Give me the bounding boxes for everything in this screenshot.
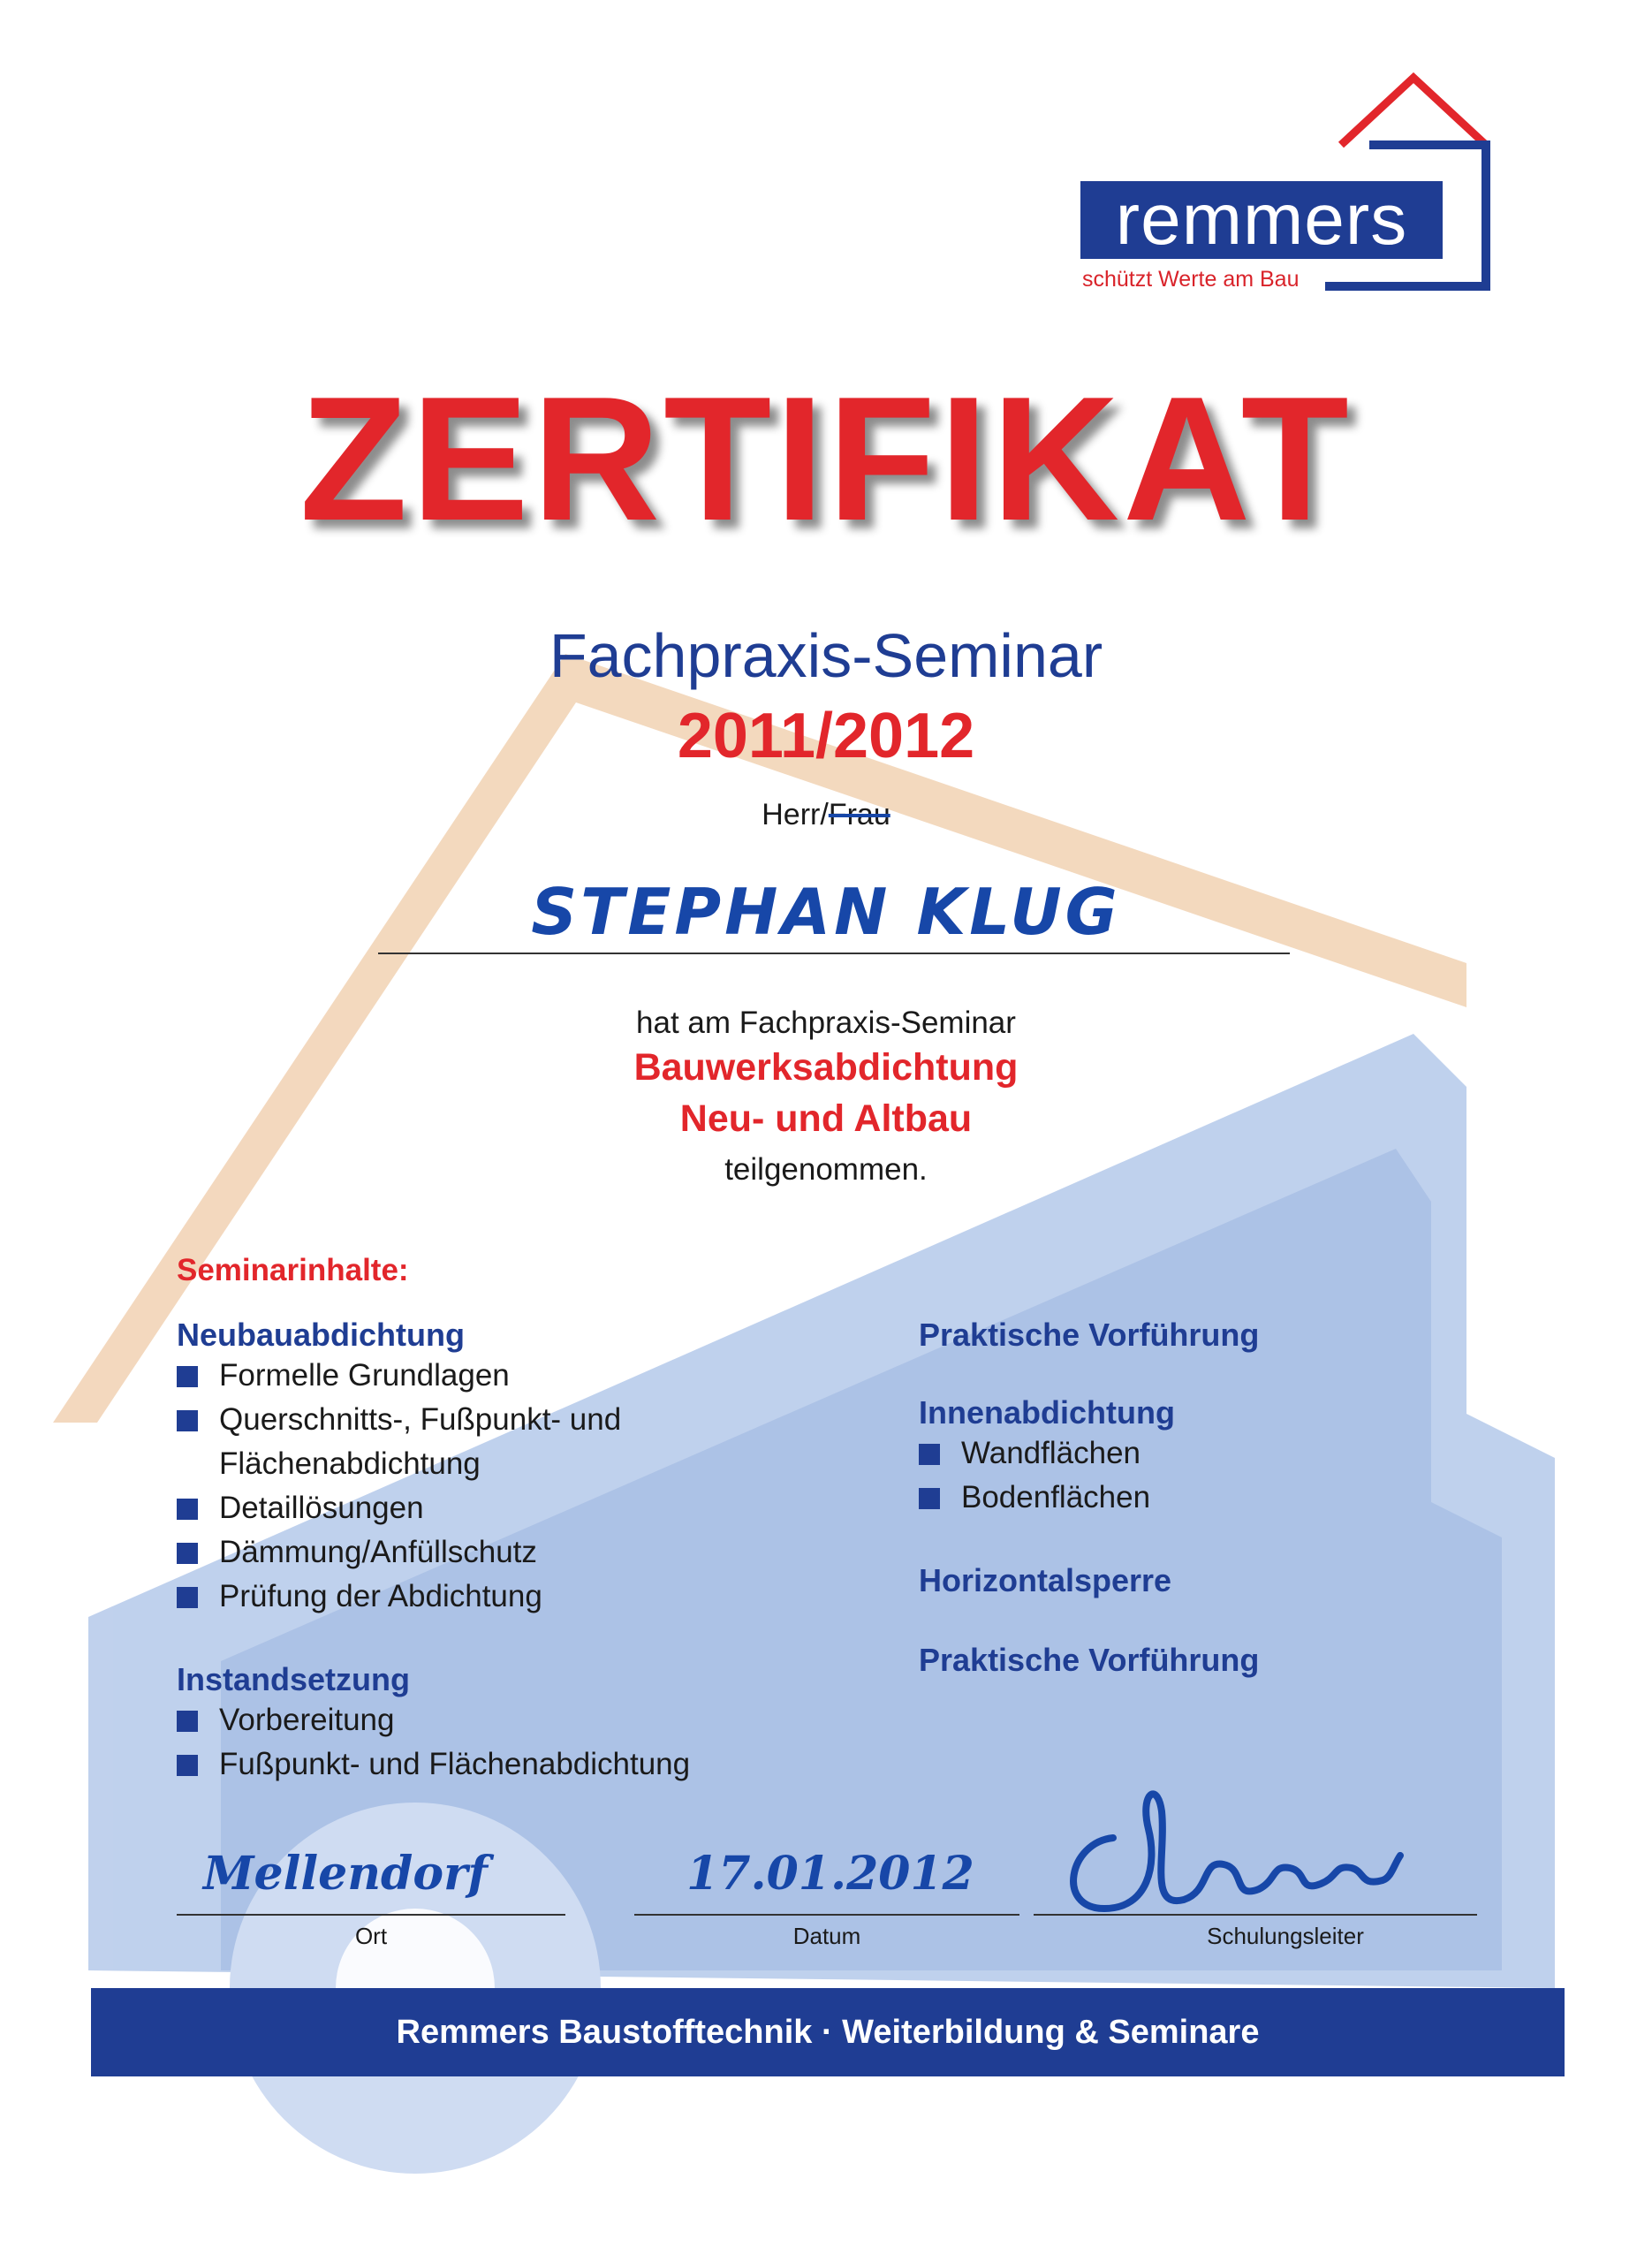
section-title: Instandsetzung xyxy=(177,1661,411,1697)
section-title: Neubauabdichtung xyxy=(177,1317,465,1353)
salutation xyxy=(0,798,1652,832)
bullet-square-icon xyxy=(177,1711,198,1732)
leader-label: Schulungsleiter xyxy=(1207,1923,1364,1949)
participant-name: STEPHAN KLUG xyxy=(531,875,1121,949)
logo-tagline: schützt Werte am Bau xyxy=(1082,267,1300,292)
list-item: Dämmung/Anfüllschutz xyxy=(177,1530,883,1575)
bullet-square-icon xyxy=(177,1587,198,1608)
date-label: Datum xyxy=(792,1923,861,1949)
section-title: Innenabdichtung xyxy=(919,1394,1175,1431)
bullet-square-icon xyxy=(919,1488,940,1509)
body-outro: teilgenommen. xyxy=(724,1152,928,1187)
contents-left-column xyxy=(177,1317,883,1787)
certificate-title: ZERTIFIKAT xyxy=(299,361,1353,558)
place-signature: Mellendorf xyxy=(203,1847,488,1901)
logo-brand: remmers xyxy=(1080,181,1443,259)
list-item: Detaillösungen xyxy=(177,1486,883,1530)
list-item: Prüfung der Abdichtung xyxy=(177,1575,883,1619)
place-rule xyxy=(177,1914,565,1916)
bullet-square-icon xyxy=(177,1499,198,1520)
list-item: Fußpunkt- und Flächenabdichtung xyxy=(177,1742,883,1787)
section-list xyxy=(177,1354,883,1619)
bullet-square-icon xyxy=(177,1755,198,1776)
footer-bar: Remmers Baustofftechnik · Weiterbildung & Seminare xyxy=(91,1988,1565,2076)
leader-signature-icon xyxy=(1051,1776,1405,1926)
bullet-square-icon xyxy=(177,1543,198,1564)
list-item: Bodenflächen xyxy=(919,1476,1537,1520)
seminar-year: 2011/2012 xyxy=(677,701,975,771)
section-title: Praktische Vorführung xyxy=(919,1642,1260,1678)
bullet-square-icon xyxy=(177,1410,198,1431)
list-item: Formelle Grundlagen xyxy=(177,1354,883,1398)
bullet-square-icon xyxy=(177,1366,198,1387)
leader-rule xyxy=(1034,1914,1477,1916)
list-item: Wandflächen xyxy=(919,1431,1537,1476)
section-title: Horizontalsperre xyxy=(919,1562,1172,1598)
section-title: Praktische Vorführung xyxy=(919,1317,1260,1353)
section-list xyxy=(177,1698,883,1787)
contents-heading: Seminarinhalte: xyxy=(177,1253,409,1287)
course-title-line2: Neu- und Altbau xyxy=(679,1097,973,1140)
date-signature: 17.01.2012 xyxy=(686,1847,974,1901)
salutation-frau: Frau xyxy=(828,798,890,831)
place-label: Ort xyxy=(354,1923,388,1949)
body-intro: hat am Fachpraxis-Seminar xyxy=(636,1006,1016,1040)
list-item: Vorbereitung xyxy=(177,1698,883,1742)
salutation-herr: Herr/ xyxy=(762,798,829,831)
course-title-line1: Bauwerksabdichtung xyxy=(633,1046,1019,1089)
date-rule xyxy=(634,1914,1019,1916)
list-item: Querschnitts-, Fußpunkt- und Flächenabdichtung xyxy=(177,1398,714,1486)
contents-right-column xyxy=(919,1317,1537,1679)
section-list xyxy=(919,1431,1537,1520)
seminar-subtitle: Fachpraxis-Seminar xyxy=(549,621,1103,690)
name-underline xyxy=(378,953,1290,954)
bullet-square-icon xyxy=(919,1444,940,1465)
